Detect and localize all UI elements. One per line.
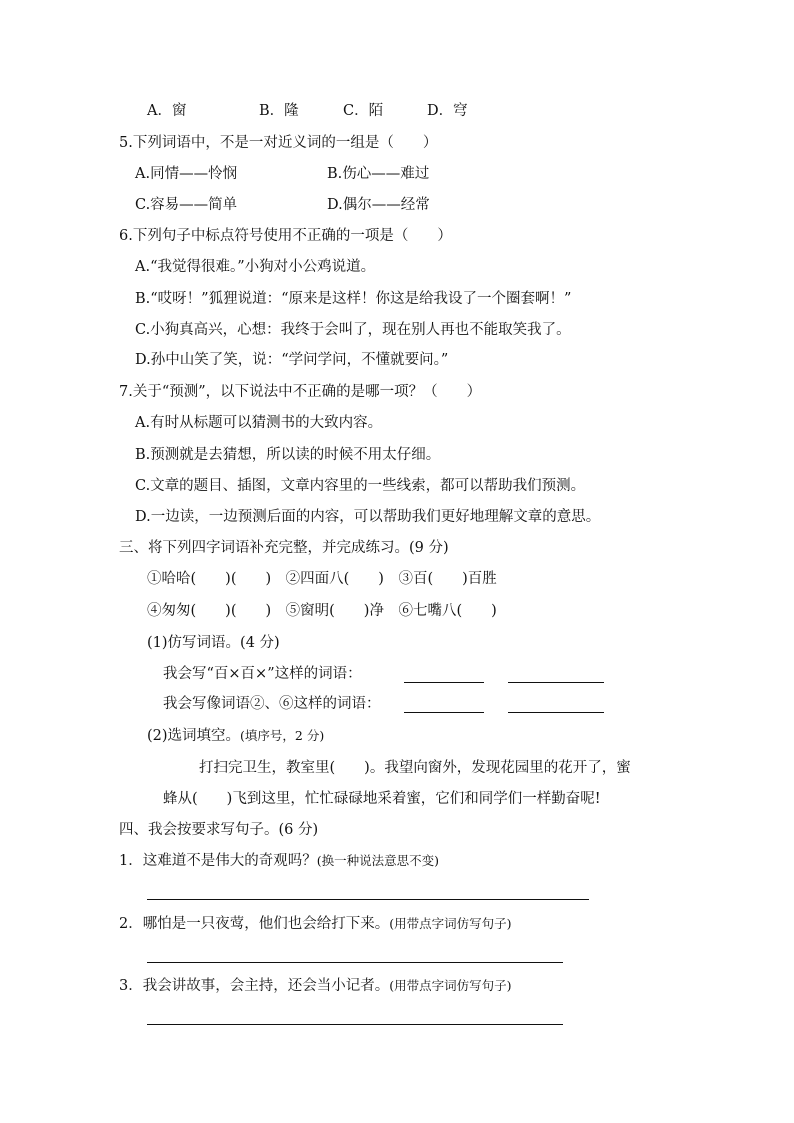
paragraph-line-2: 蜂从( )飞到这里，忙忙碌碌地采着蜜，它们和同学们一样勤奋呢!: [163, 791, 601, 807]
sub2-label: (2)选词填空。: [147, 728, 241, 744]
q7-stem: 7.关于“预测”，以下说法中不正确的是哪一项？（ ）: [119, 384, 482, 400]
sentence-item-2: [119, 914, 512, 934]
sub1-title: (1)仿写词语。(4 分): [147, 635, 280, 651]
sub1-prompt-1: 我会写“百×百×”这样的词语：: [163, 666, 362, 682]
q6-option-a: A.“我觉得很难。”小狗对小公鸡说道。: [135, 259, 376, 275]
q6-stem: 6.下列句子中标点符号使用不正确的一项是（ ）: [119, 228, 452, 244]
answer-blank[interactable]: [404, 682, 484, 683]
sentence-note: (用带点字词仿写句子): [389, 978, 512, 993]
section3-heading: 三、将下列四字词语补充完整，并完成练习。(9 分): [119, 540, 449, 556]
sentence-note: (换一种说法意思不变): [316, 853, 439, 868]
q4-option-a: A．窗: [147, 103, 187, 119]
q5-option-d: D.偶尔——经常: [327, 197, 430, 213]
section4-heading: 四、我会按要求写句子。(6 分): [119, 822, 319, 838]
idiom-row-2: ④匆匆( )( ) ⑤窗明( )净 ⑥七嘴八( ): [147, 603, 497, 619]
sentence-text: 2．哪怕是一只夜莺，他们也会给打下来。: [119, 916, 390, 932]
sentence-item-1: [119, 851, 439, 871]
q5-option-a: A.同情——怜悯: [135, 166, 238, 182]
q4-option-d: D．穹: [427, 103, 468, 119]
q5-option-b: B.伤心——难过: [327, 166, 430, 182]
q6-option-c: C.小狗真高兴，心想：我终于会叫了，现在别人再也不能取笑我了。: [135, 322, 571, 338]
sentence-text: 1．这难道不是伟大的奇观吗？: [119, 853, 317, 869]
q7-option-a: A.有时从标题可以猜测书的大致内容。: [135, 415, 383, 431]
answer-line[interactable]: [147, 899, 589, 900]
answer-blank[interactable]: [508, 712, 604, 713]
sentence-text: 3．我会讲故事，会主持，还会当小记者。: [119, 978, 390, 994]
answer-blank[interactable]: [404, 712, 484, 713]
q7-option-d: D.一边读，一边预测后面的内容，可以帮助我们更好地理解文章的意思。: [135, 509, 601, 525]
sub1-prompt-2: 我会写像词语②、⑥这样的词语：: [163, 696, 381, 712]
paragraph-line-1: 打扫完卫生，教室里( )。我望向窗外，发现花园里的花开了，蜜: [199, 760, 631, 776]
q5-stem: 5.下列词语中，不是一对近义词的一组是（ ）: [119, 135, 438, 151]
q7-option-b: B.预测就是去猜想，所以读的时候不用太仔细。: [135, 447, 441, 463]
sub2-note: (填序号，2 分): [240, 728, 325, 743]
q5-option-c: C.容易——简单: [135, 197, 238, 213]
answer-line[interactable]: [147, 962, 563, 963]
answer-blank[interactable]: [508, 682, 604, 683]
q6-option-b: B.“哎呀！”狐狸说道：“原来是这样！你这是给我设了一个圈套啊！”: [135, 291, 572, 307]
q7-option-c: C.文章的题目、插图，文章内容里的一些线索，都可以帮助我们预测。: [135, 478, 586, 494]
q6-option-d: D.孙中山笑了笑，说：“学问学问，不懂就要问。”: [135, 352, 449, 368]
q4-option-b: B．隆: [259, 103, 299, 119]
idiom-row-1: ①哈哈( )( ) ②四面八( ) ③百( )百胜: [147, 571, 497, 587]
q4-option-c: C．陌: [343, 103, 384, 119]
sub2-title: [147, 726, 324, 746]
sentence-note: (用带点字词仿写句子): [389, 916, 512, 931]
answer-line[interactable]: [147, 1024, 563, 1025]
sentence-item-3: [119, 976, 512, 996]
